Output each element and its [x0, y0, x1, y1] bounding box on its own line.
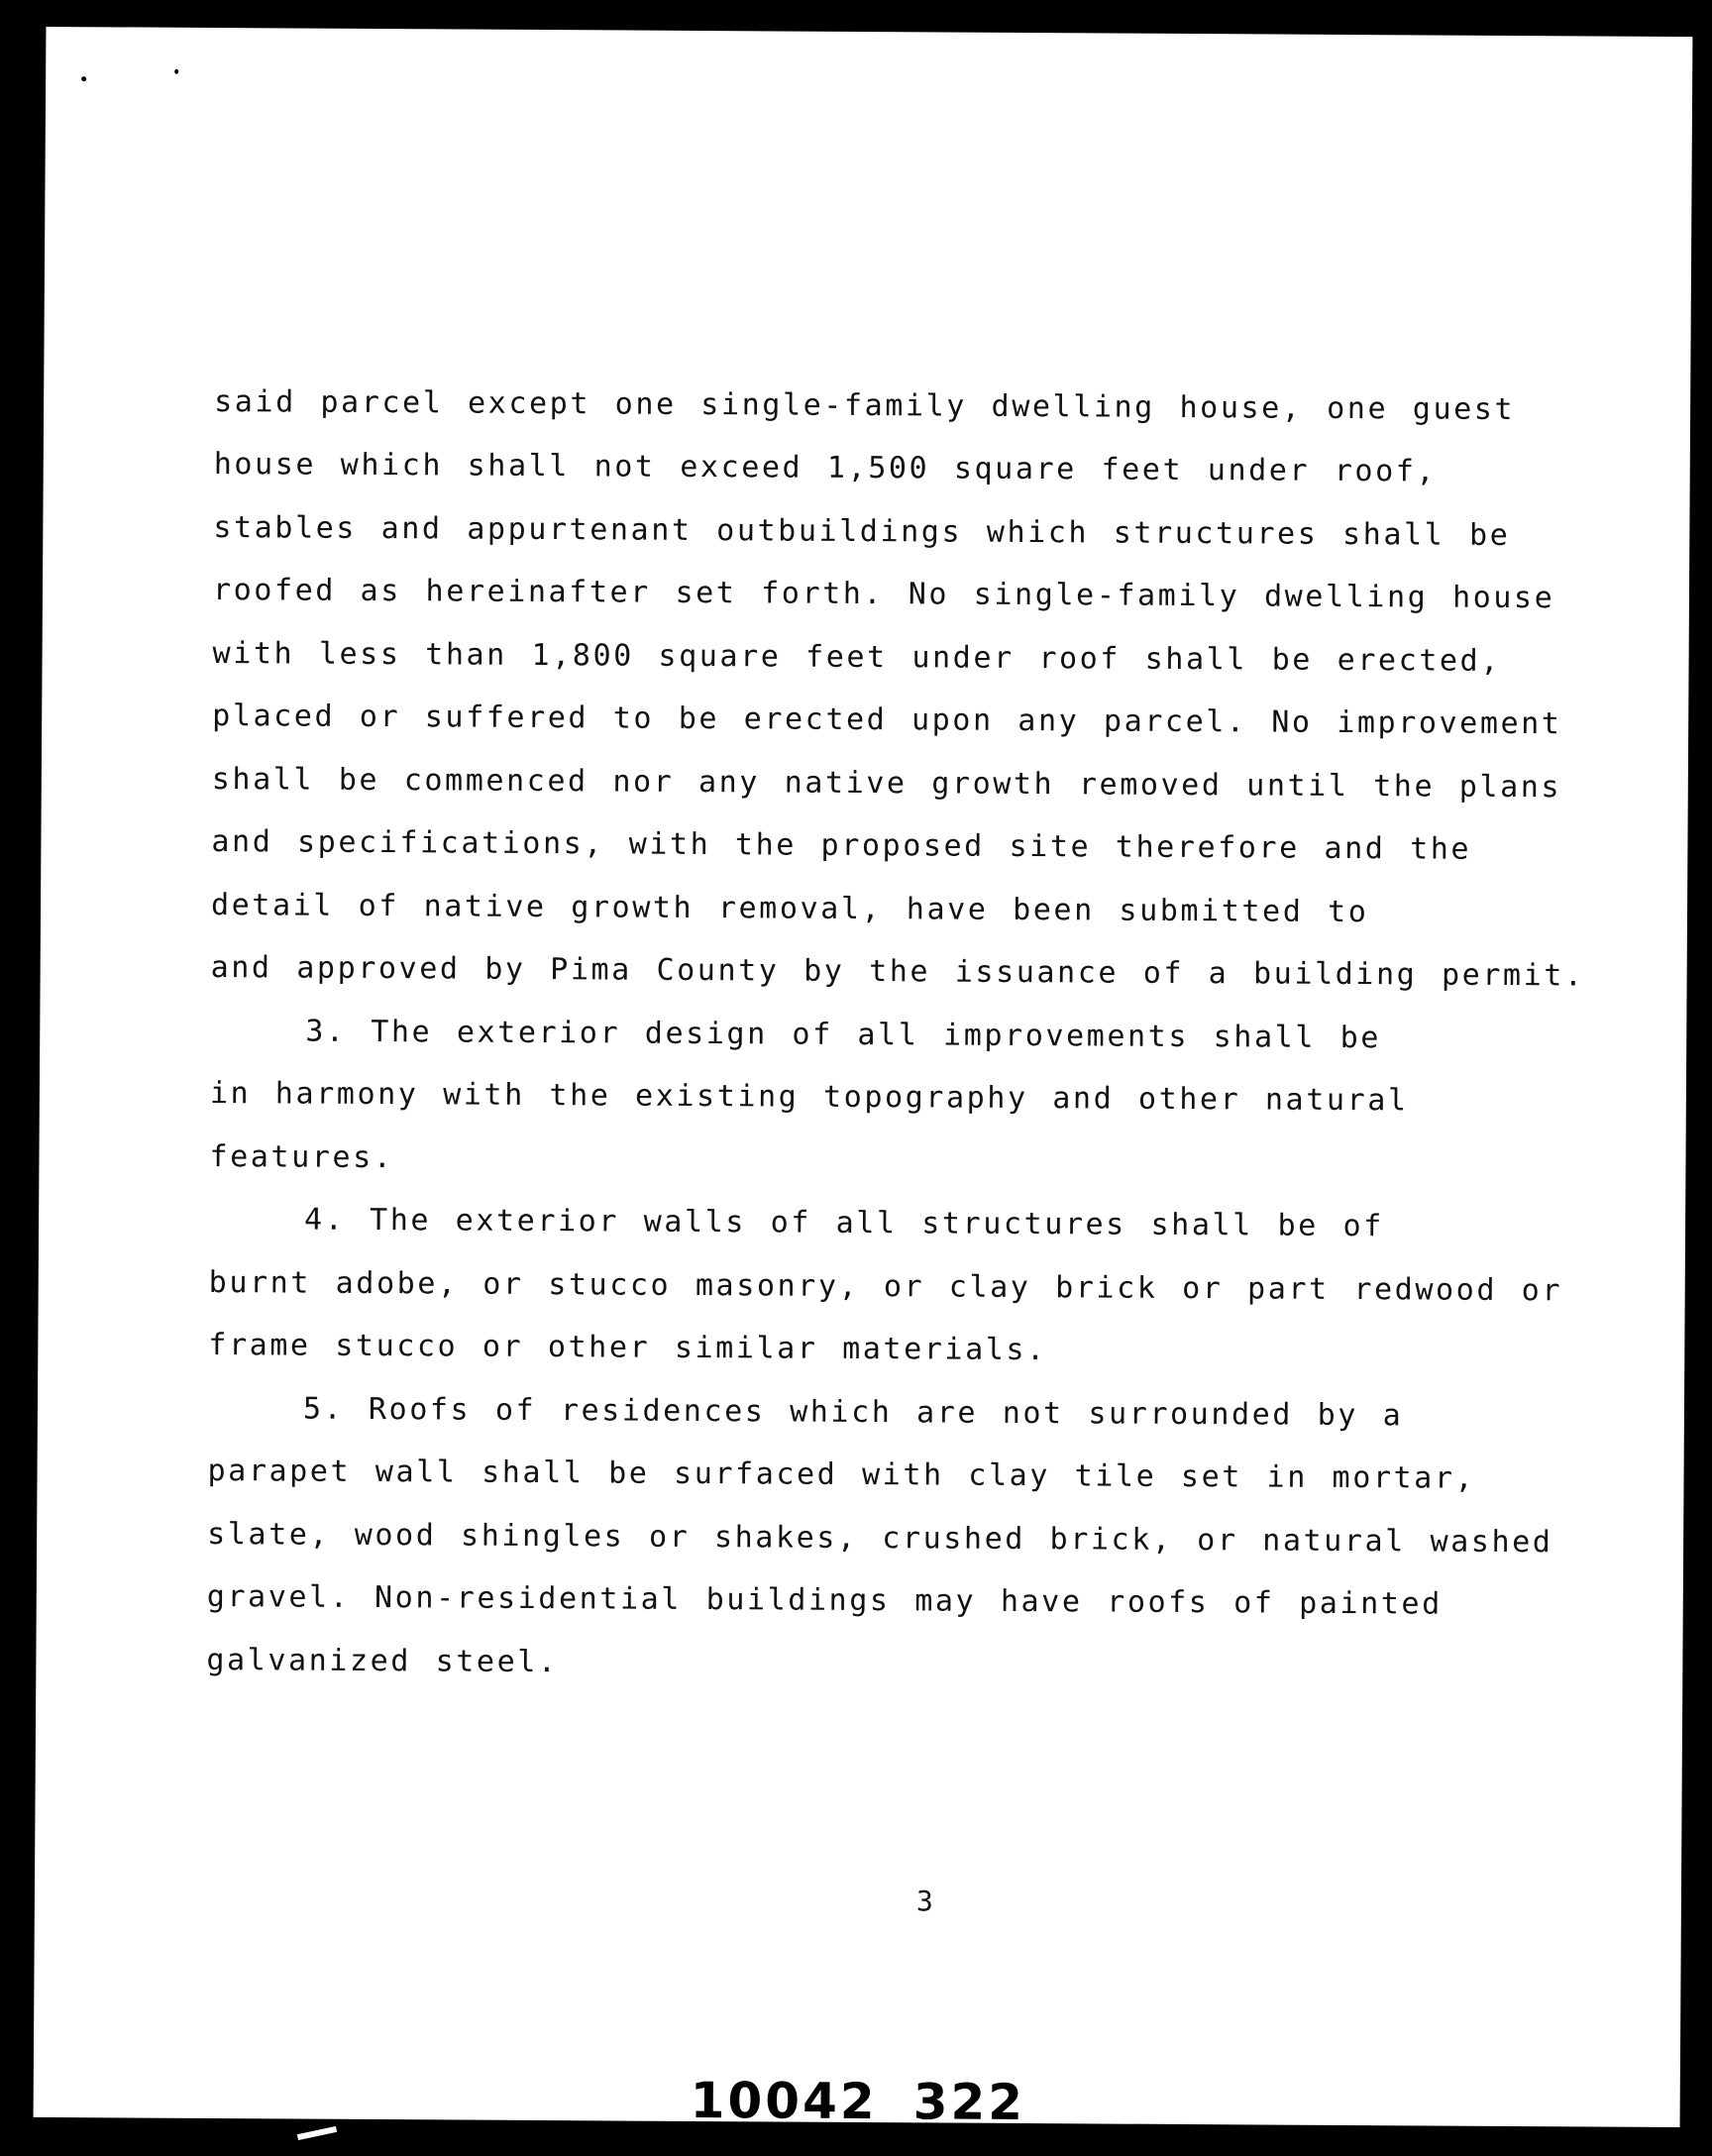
text-line: burnt adobe, or stucco masonry, or clay brick or part redwood or	[208, 1264, 1563, 1309]
text-line: roofed as hereinafter set forth. No single-family dwelling house	[212, 572, 1555, 616]
paragraph-5-start: 5. Roofs of residences which are not surrounded by a	[302, 1391, 1404, 1434]
recording-stamp-page: 322	[912, 2073, 1026, 2132]
paragraph-4-start: 4. The exterior walls of all structures shall be of	[304, 1202, 1384, 1244]
scan-speck	[174, 69, 178, 74]
text-line: shall be commenced nor any native growth removed until the plans	[211, 761, 1562, 806]
document-page	[34, 27, 1693, 2132]
text-line: in harmony with the existing topography and other natural	[209, 1075, 1409, 1119]
text-line: galvanized steel.	[206, 1642, 559, 1680]
text-line: stables and appurtenant outbuildings which structures shall be	[213, 509, 1511, 553]
text-line: parapet wall shall be surfaced with clay tile set in mortar,	[207, 1453, 1476, 1496]
text-line: detail of native growth removal, have been submitted to	[210, 887, 1369, 930]
text-line: frame stucco or other similar materials.	[208, 1327, 1047, 1368]
scan-edge-mark	[297, 2126, 337, 2140]
text-line: and specifications, with the proposed site therefore and the	[211, 823, 1472, 867]
text-line: slate, wood shingles or shakes, crushed brick, or natural washed	[207, 1516, 1553, 1561]
scan-speck	[81, 76, 86, 81]
recording-stamp-docket: 10042	[690, 2071, 878, 2131]
page-number: 3	[915, 1885, 933, 1918]
text-line: said parcel except one single-family dwelling house, one guest	[214, 383, 1516, 428]
text-line: gravel. Non-residential buildings may have roofs of painted	[206, 1578, 1443, 1622]
text-line: features.	[209, 1138, 394, 1176]
text-line: with less than 1,800 square feet under roof shall be erected,	[212, 635, 1502, 679]
text-line: and approved by Pima County by the issuance of a building permit.	[210, 949, 1585, 994]
paragraph-3-start: 3. The exterior design of all improvements shall be	[305, 1014, 1382, 1056]
text-line: placed or suffered to be erected upon any parcel. No improvement	[212, 698, 1562, 742]
text-line: house which shall not exceed 1,500 square feet under roof,	[213, 446, 1438, 489]
